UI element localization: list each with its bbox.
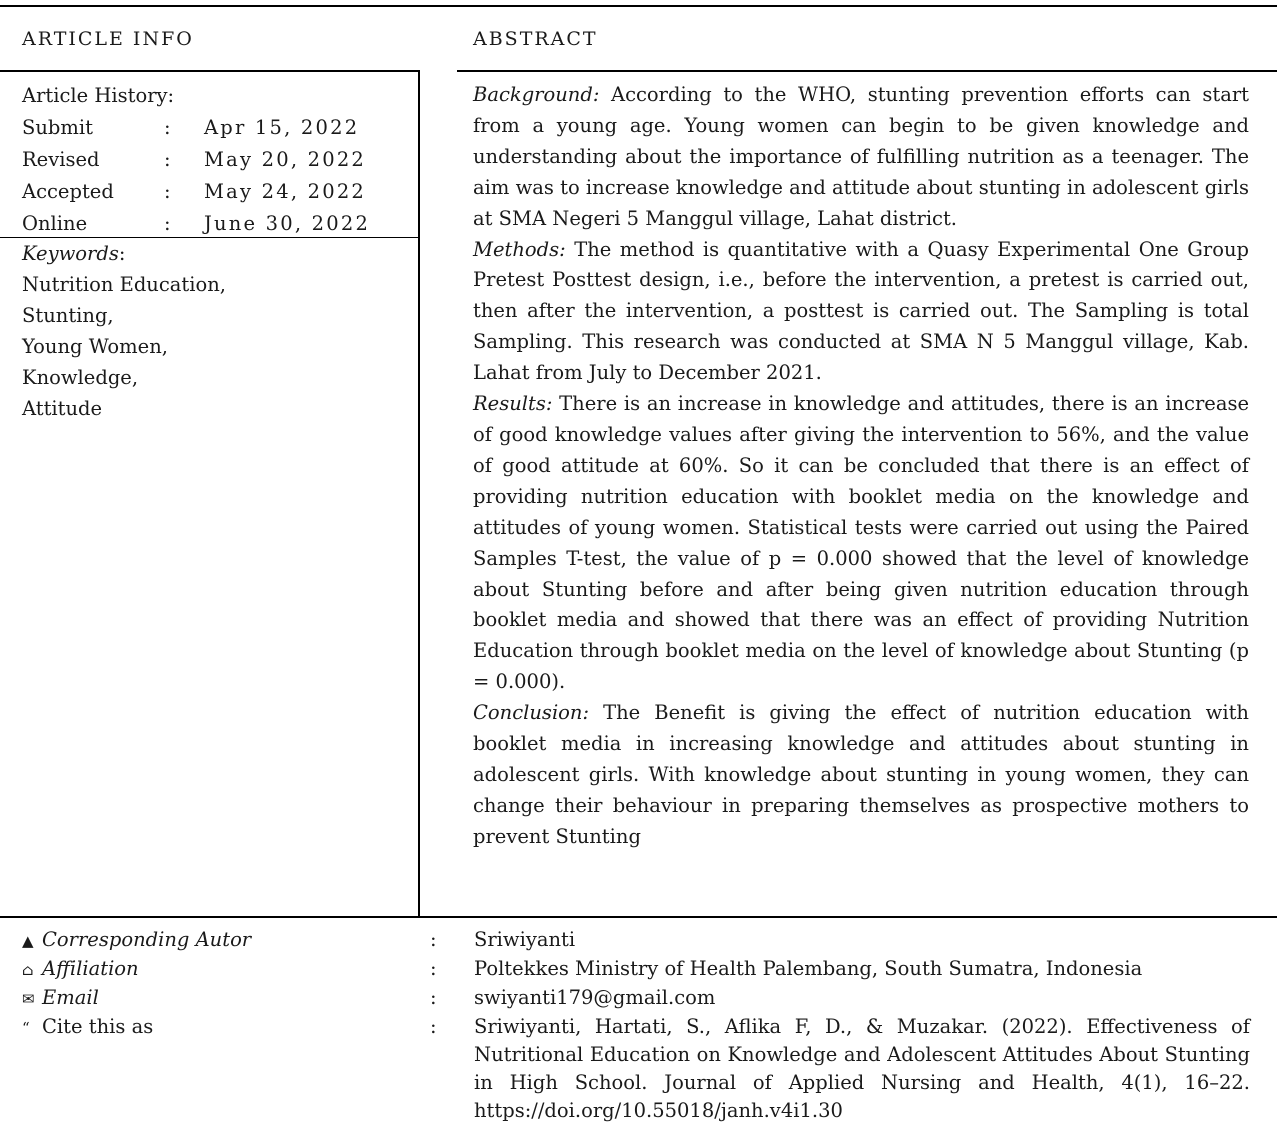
abstract-body: [473, 80, 1249, 853]
footer-rule: [0, 916, 1277, 918]
history-label: Revised: [22, 148, 100, 171]
person-icon: ▲: [22, 932, 34, 950]
keyword-item: Young Women,: [22, 335, 168, 358]
article-history: [22, 80, 418, 240]
keywords-heading: [22, 238, 226, 269]
citation-text: Sriwiyanti, Hartati, S., Aflika F, D., & Muzakar. (2022). Effectiveness of Nutritional Education on Knowledge and Adolescent Attitudes About Stunting in High School. Journal of Applied Nursing and Health, 4(1), 16–22. https://doi.org/10.55018/janh.v4i1.30: [474, 1015, 1250, 1122]
history-row-accepted: [22, 176, 418, 208]
article-info-heading: ARTICLE INFO: [22, 28, 194, 50]
methods-text: The method is quantitative with a Quasy Experimental One Group Pretest Posttest design, i.e., before the intervention, a pretest is carried out, then after the intervention, a posttest is carried out. The Sampling is total Sampling. This research was conducted at SMA N 5 Manggul village, Kab. Lahat from July to December 2021.: [473, 237, 1249, 385]
meta-row-corresponding-author: [22, 926, 1252, 955]
abstract-conclusion: [473, 698, 1249, 853]
meta-colon: :: [430, 1015, 437, 1038]
history-row-revised: [22, 144, 418, 176]
methods-heading: Methods:: [473, 237, 566, 261]
background-text: According to the WHO, stunting prevention efforts can start from a young age. Young women can begin to be given knowledge and understanding about the importance of fulfilling nutrition as a teenager. The aim was to increase knowledge and attitude about stunting in adolescent girls at SMA Negeri 5 Manggul village, Lahat district.: [473, 83, 1249, 230]
keyword-item: Attitude: [22, 397, 103, 420]
meta-colon: :: [430, 986, 437, 1009]
meta-colon: :: [430, 957, 437, 980]
abstract-background: [473, 80, 1249, 235]
meta-label-text: Email: [42, 986, 99, 1009]
conclusion-heading: Conclusion:: [473, 701, 590, 725]
history-label: Submit: [22, 116, 93, 139]
results-text: There is an increase in knowledge and attitudes, there is an increase of good knowledge values after giving the intervention to 56%, and the value of good attitude at 60%. So it can be concluded that there is an effect of providing nutrition education with booklet media on the knowledge and attitudes of young women. Statistical tests were carried out using the Paired Samples T-test, the value of p = 0.000 showed that the level of knowledge about Stunting before and after being given nutrition education through booklet media and showed that there was an effect of providing Nutrition Education through booklet media on the level of knowledge about Stunting (p = 0.000).: [473, 392, 1249, 694]
history-label: Online: [22, 212, 88, 235]
abstract-heading: ABSTRACT: [473, 28, 598, 50]
meta-row-affiliation: [22, 955, 1252, 984]
history-value: May 24, 2022: [204, 180, 367, 203]
meta-label-text: Cite this as: [42, 1015, 154, 1038]
history-value: Apr 15, 2022: [204, 116, 360, 139]
meta-label: [22, 1013, 430, 1125]
home-icon: ⌂: [22, 961, 34, 979]
history-row-submit: [22, 112, 418, 144]
article-meta: [22, 926, 1252, 1125]
keywords-label: Keywords: [22, 242, 119, 265]
results-heading: Results:: [473, 392, 553, 416]
meta-value: Sriwiyanti: [474, 928, 576, 951]
header-rule-right: [457, 70, 1277, 72]
meta-label: [22, 955, 430, 984]
history-colon: :: [164, 148, 171, 171]
meta-label: [22, 984, 430, 1013]
meta-label: [22, 926, 430, 955]
meta-label-text: Affiliation: [42, 957, 139, 980]
abstract-methods: [473, 235, 1249, 390]
email-link[interactable]: swiyanti179@gmail.com: [474, 986, 716, 1009]
keyword-item: Stunting,: [22, 304, 114, 327]
history-colon: :: [164, 180, 171, 203]
keyword-item: Nutrition Education,: [22, 273, 226, 296]
meta-colon: :: [430, 928, 437, 951]
history-value: June 30, 2022: [204, 212, 371, 235]
history-colon: :: [164, 116, 171, 139]
meta-row-cite: [22, 1013, 1252, 1125]
meta-row-email: [22, 984, 1252, 1013]
history-colon: :: [164, 212, 171, 235]
keyword-item: Knowledge,: [22, 366, 139, 389]
history-row-online: [22, 208, 418, 240]
history-label: Accepted: [22, 180, 114, 203]
top-rule: [0, 5, 1277, 7]
email-icon: ✉: [22, 990, 35, 1008]
meta-label-text: Corresponding Autor: [42, 928, 252, 951]
keywords-colon: :: [118, 242, 126, 265]
header-rule-left: [0, 70, 420, 72]
abstract-results: [473, 389, 1249, 698]
keywords: [22, 238, 226, 424]
history-value: May 20, 2022: [204, 148, 367, 171]
quote-icon: “: [22, 1019, 30, 1037]
meta-value: Poltekkes Ministry of Health Palembang, South Sumatra, Indonesia: [474, 957, 1143, 980]
article-history-title: Article History:: [22, 84, 175, 107]
background-heading: Background:: [473, 83, 600, 106]
column-divider: [418, 72, 420, 917]
conclusion-text: The Benefit is giving the effect of nutrition education with booklet media in increasing knowledge and attitudes about stunting in adolescent girls. With knowledge about stunting in young women, they can change their behaviour in preparing themselves as prospective mothers to prevent Stunting: [473, 701, 1249, 848]
